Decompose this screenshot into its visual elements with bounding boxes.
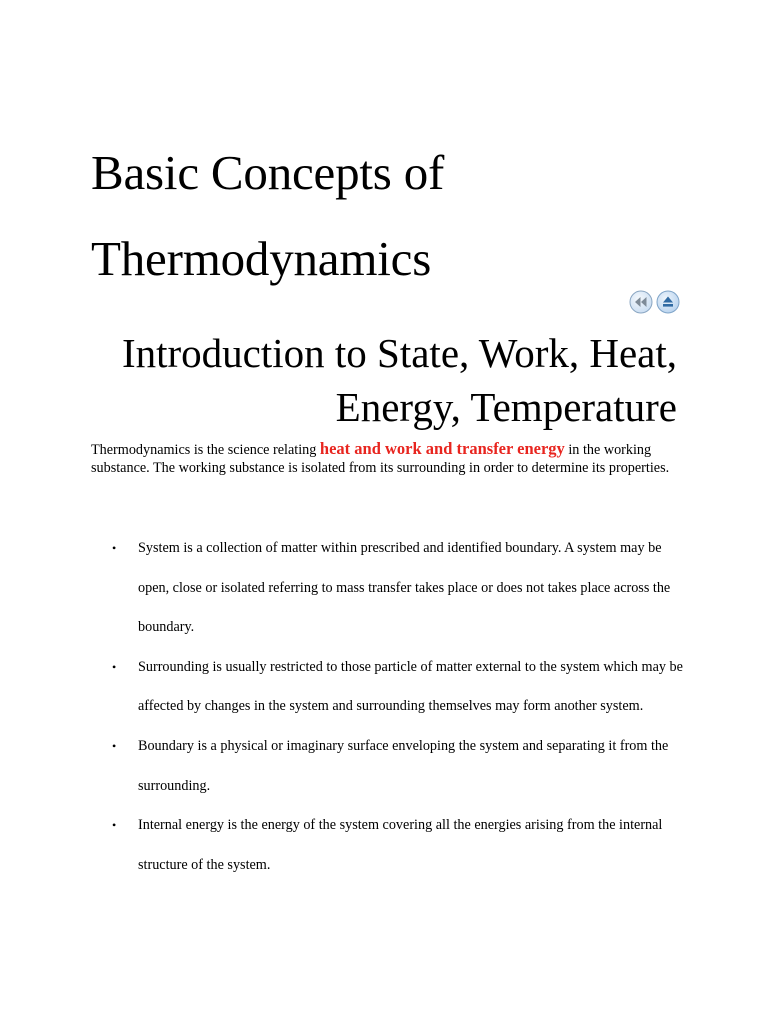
intro-paragraph <box>91 440 691 477</box>
bullet-list <box>112 529 692 885</box>
list-item <box>112 727 692 806</box>
intro-text-end: in the working substance. The working substance is isolated from its surrounding in order to determine its properties. <box>91 442 670 476</box>
back-button[interactable] <box>629 290 653 314</box>
list-item-text: System is a collection of matter within prescribed and identified boundary. A system may be open, close or isolated referring to mass transfer takes place or does not takes place across the boundary. <box>138 540 671 636</box>
eject-icon <box>656 290 680 314</box>
list-item-text: Surrounding is usually restricted to those particle of matter external to the system which may be affected by changes in the system and surrounding themselves may form another system. <box>138 658 683 715</box>
list-item-text: Boundary is a physical or imaginary surface enveloping the system and separating it from the surrounding. <box>138 737 669 794</box>
list-item <box>112 529 692 648</box>
highlighted-phrase: heat and work and transfer energy <box>319 439 565 458</box>
page-title: Basic Concepts of Thermodynamics <box>91 145 445 286</box>
bullet-icon: • <box>112 541 117 555</box>
list-item <box>112 648 692 727</box>
list-item <box>112 806 692 885</box>
section-heading: Introduction to State, Work, Heat, Energy, Temperature <box>121 330 677 430</box>
nav-buttons <box>629 290 681 316</box>
bullet-icon: • <box>112 659 117 674</box>
bullet-icon: • <box>112 818 117 833</box>
bullet-icon: • <box>112 738 117 753</box>
rewind-icon <box>629 290 653 314</box>
intro-text-start: Thermodynamics is the science relating <box>91 442 320 458</box>
list-item-text: Internal energy is the energy of the system covering all the energies arising from the internal structure of the system. <box>138 817 663 873</box>
eject-button[interactable] <box>656 290 680 314</box>
